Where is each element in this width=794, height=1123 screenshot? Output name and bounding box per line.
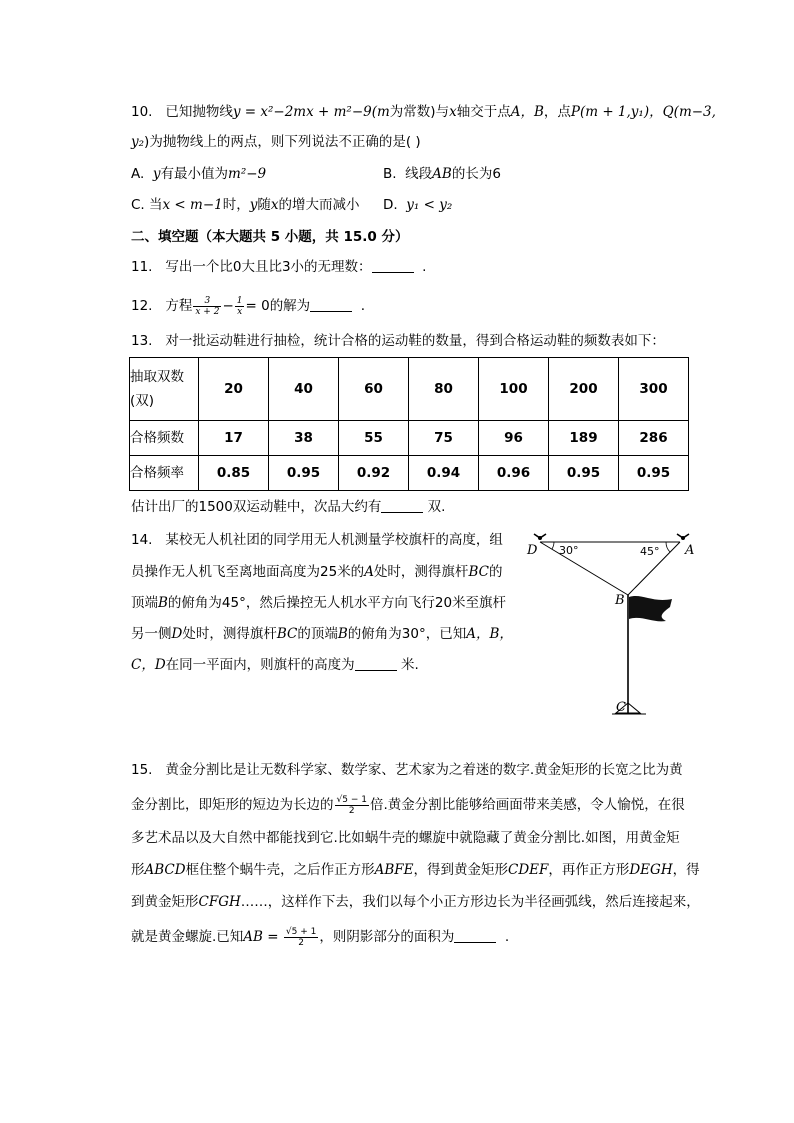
answer-blank[interactable] — [454, 928, 496, 943]
angle-d-arc — [552, 542, 554, 549]
table-cell: 0.94 — [409, 456, 479, 491]
q10-number: 10. — [131, 104, 153, 120]
label-c: C — [616, 700, 626, 715]
table-cell: 17 — [199, 421, 269, 456]
q12: 12. 方程 $\frac{3}{x + 2}$ − $\frac{1}{x}$ = 0的解为 . — [131, 295, 366, 317]
q15-number: 15. — [131, 762, 153, 778]
table-cell: 40 — [269, 358, 339, 421]
q15-line3: 多艺术品以及大自然中都能找到它.比如蜗牛壳的螺旋中就隐藏了黄金分割比.如图，用黄金矩 — [131, 830, 680, 846]
table-cell: 300 — [619, 358, 689, 421]
table-cell: 60 — [339, 358, 409, 421]
q10-parabola-equation: y = x²−2mx + m²−9(m — [232, 104, 390, 120]
table-cell: 0.95 — [619, 456, 689, 491]
table-cell: 80 — [409, 358, 479, 421]
q12-fraction-2: $\frac{1}{x}$ — [236, 295, 243, 317]
q12-fraction-1: $\frac{3}{x + 2}$ — [195, 295, 220, 317]
flag-icon — [629, 596, 672, 621]
q14-number: 14. — [131, 532, 153, 548]
table-cell: 0.95 — [549, 456, 619, 491]
table-cell: 0.96 — [479, 456, 549, 491]
q10-line1: 10. 已知抛物线y = x²−2mx + m²−9(m为常数)与x轴交于点A，B，点P(m + 1,y₁)，Q(m−3, — [131, 104, 716, 120]
label-a: A — [685, 543, 695, 558]
label-d: D — [527, 543, 538, 558]
angle-a-arc — [666, 542, 670, 552]
q13-number: 13. — [131, 333, 153, 349]
flagpole-figure — [520, 527, 700, 722]
golden-ratio-fraction: $\frac{√5 - 1}{2}$ — [336, 794, 367, 816]
table-header: 抽取双数(双) — [130, 358, 199, 421]
table-cell: 0.95 — [269, 456, 339, 491]
answer-blank[interactable] — [381, 498, 423, 513]
section-heading: 二、填空题（本大题共 5 小题，共 15.0 分） — [131, 229, 409, 245]
table-cell: 0.85 — [199, 456, 269, 491]
ab-fraction: $\frac{√5 + 1}{2}$ — [285, 926, 317, 948]
q13-estimate: 估计出厂的1500双运动鞋中，次品大约有 双. — [131, 499, 446, 515]
q12-number: 12. — [131, 298, 153, 314]
table-cell: 55 — [339, 421, 409, 456]
table-header: 合格频数 — [130, 421, 199, 456]
q14-line2: 员操作无人机飞至离地面高度为25米的A处时，测得旗杆BC的 — [131, 564, 503, 580]
q10-option-c: C. 当x < m−1时，y随x的增大而减小 — [131, 197, 360, 213]
table-cell: 286 — [619, 421, 689, 456]
table-cell: 38 — [269, 421, 339, 456]
table-row — [130, 456, 689, 491]
table-cell: 96 — [479, 421, 549, 456]
table-row — [130, 358, 689, 421]
drone-d-icon — [534, 534, 546, 540]
q14-line5: C，D在同一平面内，则旗杆的高度为 米. — [131, 657, 419, 673]
table-row — [130, 421, 689, 456]
frequency-table — [129, 357, 689, 491]
q15-line6: 就是黄金螺旋.已知AB = $\frac{√5 + 1}{2}$ ，则阴影部分的面积为 . — [131, 926, 510, 948]
table-cell: 100 — [479, 358, 549, 421]
q15-line1: 15. 黄金分割比是让无数科学家、数学家、艺术家为之着迷的数字.黄金矩形的长宽之比为黄 — [131, 762, 683, 778]
q14-line3: 顶端B的俯角为45°，然后操控无人机水平方向飞行20米至旗杆 — [131, 595, 507, 611]
table-cell: 0.92 — [339, 456, 409, 491]
table-cell: 75 — [409, 421, 479, 456]
q10-option-d: D. y₁ < y₂ — [383, 197, 453, 213]
q14-line4: 另一侧D处时，测得旗杆BC的顶端B的俯角为30°，已知A，B， — [131, 626, 513, 642]
q13-text: 13. 对一批运动鞋进行抽检，统计合格的运动鞋的数量，得到合格运动鞋的频数表如下： — [131, 333, 665, 349]
q10-line2: y₂)为抛物线上的两点，则下列说法不正确的是( ) — [131, 134, 421, 150]
answer-blank[interactable] — [355, 656, 397, 671]
angle-d-label: 30° — [559, 544, 579, 557]
angle-a-label: 45° — [640, 545, 660, 558]
q10-points: P(m + 1,y₁)，Q(m−3, — [570, 104, 716, 120]
answer-blank[interactable] — [310, 297, 352, 312]
q11: 11. 写出一个比0大且比3小的无理数： . — [131, 259, 427, 275]
q15-line4: 形ABCD框住整个蜗牛壳，之后作正方形ABFE，得到黄金矩形CDEF，再作正方形DEGH，得 — [131, 862, 700, 878]
table-cell: 200 — [549, 358, 619, 421]
q10-option-a: A. y有最小值为m²−9 — [131, 166, 267, 182]
q10-option-b: B. 线段AB的长为6 — [383, 166, 501, 182]
drone-a-icon — [677, 534, 689, 540]
label-b: B — [615, 593, 625, 608]
answer-blank[interactable] — [372, 258, 414, 273]
table-cell: 189 — [549, 421, 619, 456]
table-cell: 20 — [199, 358, 269, 421]
q15-line2: 金分割比，即矩形的短边为长边的 $\frac{√5 - 1}{2}$ 倍.黄金分割比能够给画面带来美感，令人愉悦，在很 — [131, 794, 685, 816]
q15-line5: 到黄金矩形CFGH……，这样作下去，我们以每个小正方形边长为半径画弧线，然后连接起来， — [131, 894, 700, 910]
q11-number: 11. — [131, 259, 153, 275]
q14-line1: 14. 某校无人机社团的同学用无人机测量学校旗杆的高度，组 — [131, 532, 503, 548]
table-header: 合格频率 — [130, 456, 199, 491]
line-db — [540, 542, 628, 595]
